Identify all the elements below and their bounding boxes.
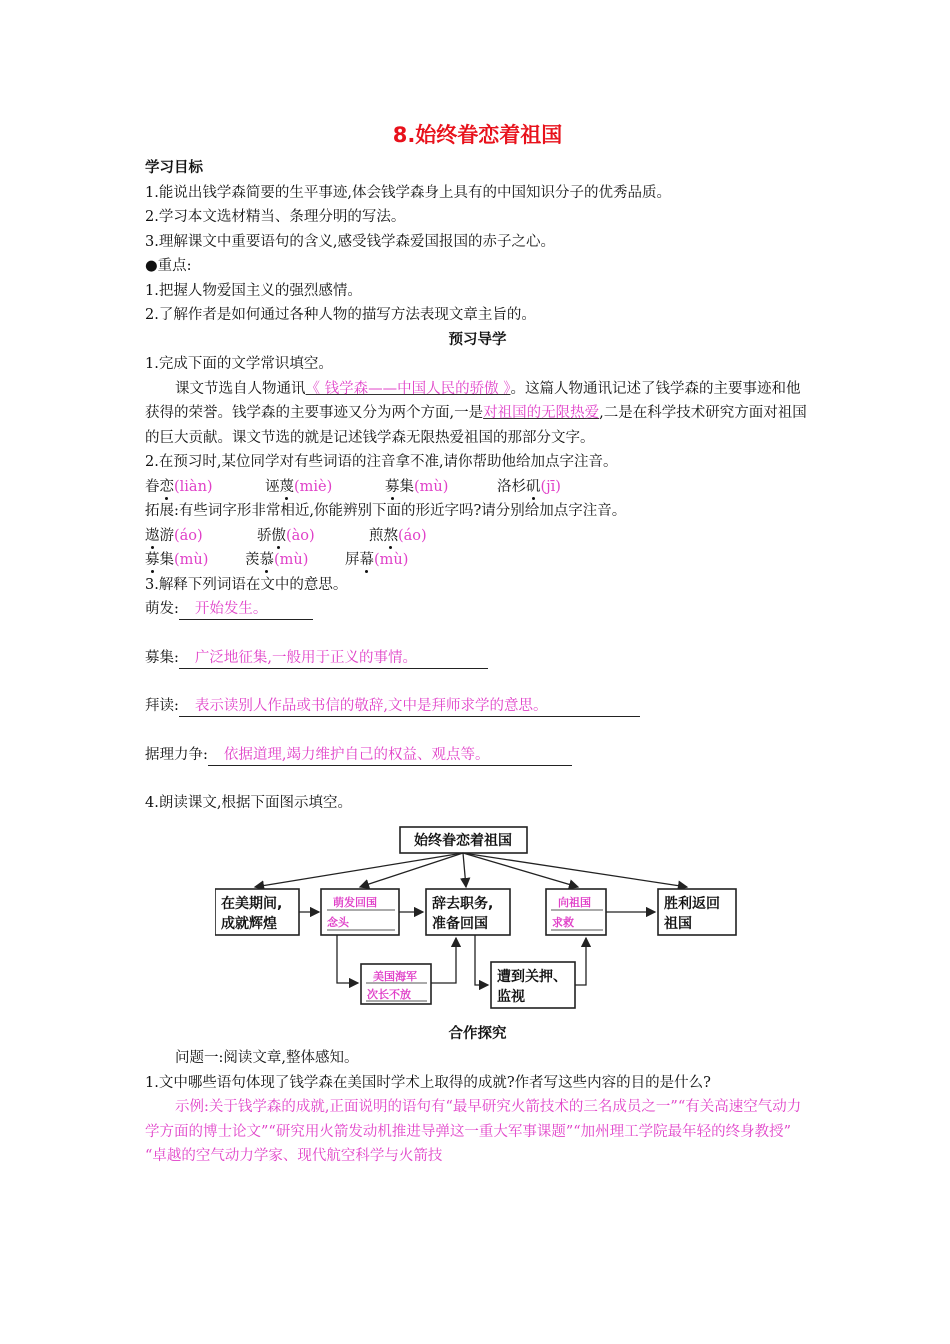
- term-line: [145, 597, 810, 622]
- q1-answer-2: 对祖国的无限热爱: [483, 405, 600, 421]
- coop-answer: 示例:关于钱学森的成就,正面说明的语句有“最早研究火箭技术的三名成员之一”“有关高速空气动力学方面的博士论文”“研究用火箭发动机推进导弹这一重大军事课题”“加州理工学院最年轻的终身教授” “卓越的空气动力学家、现代航空科学与火箭技: [145, 1099, 802, 1164]
- pinyin-item: 遨游(áo): [145, 527, 203, 544]
- term-answer: 依据道理,竭力维护自己的权益、观点等。: [208, 745, 572, 766]
- term-label: 拜读:: [145, 698, 179, 714]
- q1-text-2: 。这篇人物通讯记述了钱学森的主要事迹和他获得的荣誉。钱学森的主要事迹又分为两个方面,一是: [145, 380, 801, 421]
- term-line: [145, 694, 810, 719]
- term-answer: 广泛地征集,一般用于正义的事情。: [179, 648, 488, 669]
- box4-line2: 求救: [552, 915, 574, 929]
- box6-line2: 次长不放: [367, 987, 411, 1001]
- term-answer: 开始发生。: [179, 599, 313, 620]
- pinyin-item: 煎熬(áo): [369, 527, 427, 544]
- q1-answer-1: 《 钱学森——中国人民的骄傲 》: [305, 380, 511, 397]
- box2-line1: 萌发回国: [333, 895, 377, 909]
- box2-line2: 念头: [327, 915, 349, 929]
- key-heading: ●重点:: [145, 258, 192, 274]
- page-title: 8.始终眷恋着祖国: [392, 123, 563, 147]
- q1-text-3: ,二是在科学技术研究方面对祖国的巨大贡献。课文节选的就是记述钱学森无限热爱祖国的那部分文字。: [145, 405, 807, 446]
- question-2: 2.在预习时,某位同学对有些词语的注音拿不准,请你帮助他给加点字注音。: [145, 454, 618, 470]
- box7-line2: 监视: [497, 988, 525, 1005]
- box5-line2: 祖国: [664, 915, 692, 932]
- question-3: 3.解释下列词语在文中的意思。: [145, 576, 348, 593]
- term-line: [145, 743, 810, 768]
- pinyin-row-1: [145, 475, 810, 500]
- question-1: 1.完成下面的文学常识填空。: [145, 356, 333, 372]
- box6-line1: 美国海军: [373, 969, 417, 983]
- document-page: [145, 120, 810, 1169]
- key-item: 2.了解作者是如何通过各种人物的描写方法表现文章主旨的。: [145, 307, 536, 323]
- pinyin-item: 诬蔑(miè): [265, 478, 333, 495]
- term-line: [145, 646, 810, 671]
- box1-line2: 成就辉煌: [221, 915, 277, 932]
- box1-line1: 在美期间,: [221, 895, 283, 912]
- pinyin-item: 洛杉矶(jī): [497, 478, 561, 495]
- pinyin-item: 骄傲(ào): [257, 527, 315, 544]
- pinyin-item: 屏幕(mù): [345, 552, 409, 568]
- root-label: 始终眷恋着祖国: [414, 832, 512, 849]
- coop-heading: 合作探究: [448, 1025, 507, 1042]
- box5-line1: 胜利返回: [664, 895, 720, 912]
- pinyin-item: 募集(mù): [145, 552, 209, 568]
- term-label: 萌发:: [145, 601, 179, 617]
- pinyin-row-3: [145, 548, 810, 573]
- structure-diagram: [215, 822, 740, 1012]
- coop-subheading: 问题一:阅读文章,整体感知。: [175, 1050, 359, 1066]
- question-1-paragraph: [145, 377, 810, 451]
- box4-line1: 向祖国: [558, 895, 591, 909]
- term-label: 据理力争:: [145, 746, 208, 763]
- pinyin-row-2: [145, 524, 810, 549]
- pinyin-item: 羡慕(mù): [245, 552, 309, 568]
- goal-item: 1.能说出钱学森简要的生平事迹,体会钱学森身上具有的中国知识分子的优秀品质。: [145, 184, 671, 201]
- term-label: 募集:: [145, 649, 179, 666]
- key-item: 1.把握人物爱国主义的强烈感情。: [145, 282, 362, 299]
- term-answer: 表示读别人作品或书信的敬辞,文中是拜师求学的意思。: [179, 696, 640, 717]
- box7-line1: 遭到关押、: [497, 968, 567, 985]
- pinyin-item: 募集(mù): [385, 478, 449, 495]
- question-4: 4.朗读课文,根据下面图示填空。: [145, 795, 352, 811]
- goal-item: 2.学习本文选材精当、条理分明的写法。: [145, 209, 406, 225]
- extend-question: 拓展:有些词字形非常相近,你能辨别下面的形近字吗?请分别给加点字注音。: [145, 503, 627, 519]
- coop-question-1: 1.文中哪些语句体现了钱学森在美国时学术上取得的成就?作者写这些内容的目的是什么?: [145, 1074, 711, 1091]
- goals-heading: 学习目标: [145, 160, 203, 176]
- q1-text-1: 课文节选自人物通讯: [175, 380, 306, 397]
- box3-line1: 辞去职务,: [432, 895, 494, 912]
- box3-line2: 准备回国: [432, 915, 488, 932]
- pinyin-item: 眷恋(liàn): [145, 478, 213, 495]
- preview-heading: 预习导学: [448, 331, 507, 348]
- goal-item: 3.理解课文中重要语句的含义,感受钱学森爱国报国的赤子之心。: [145, 233, 555, 250]
